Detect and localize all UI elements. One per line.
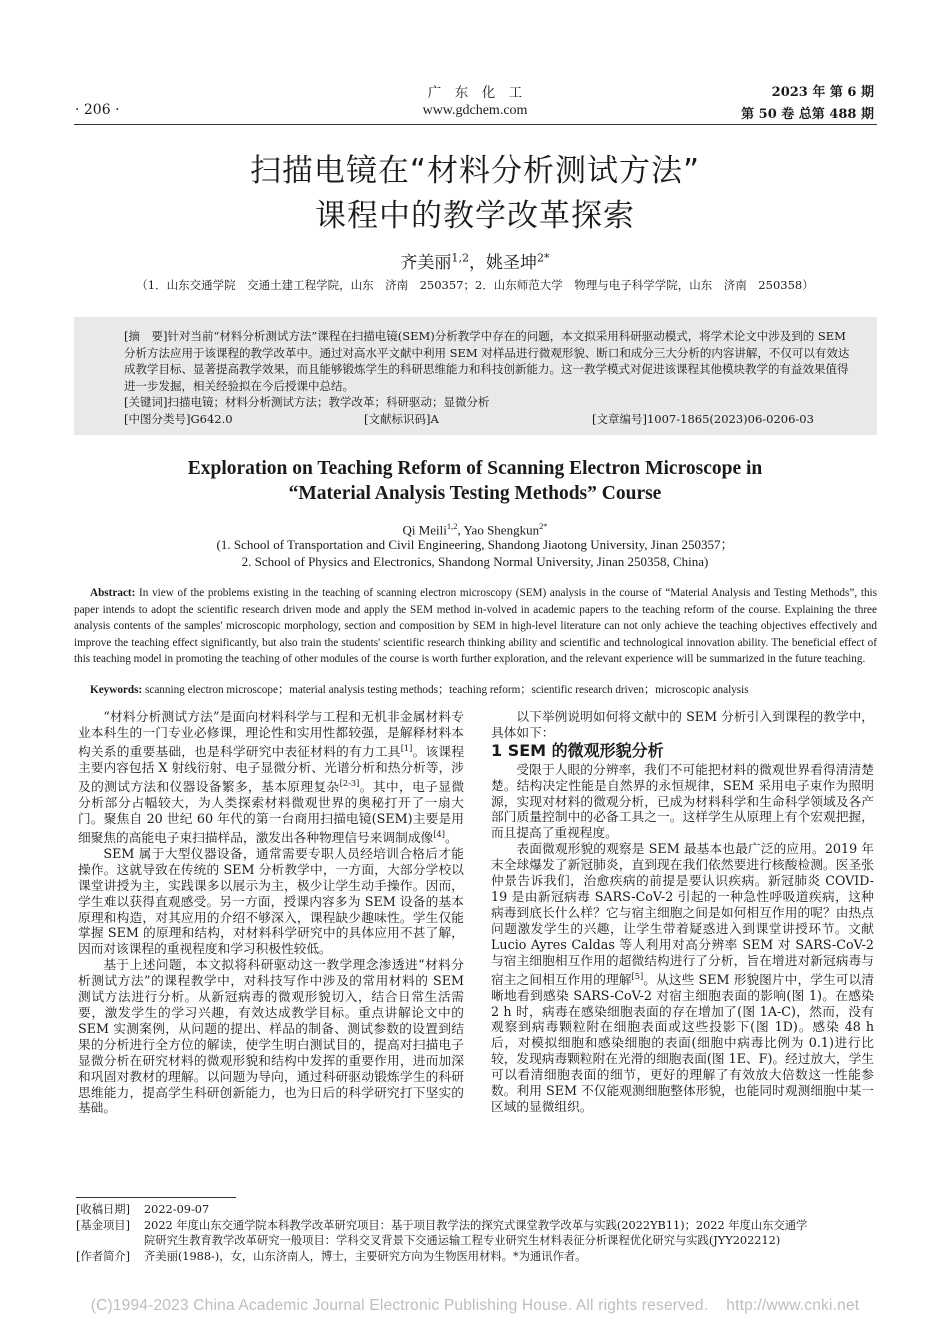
year-issue: 2023 年 第 6 期 [771,85,874,100]
citation: [5] [631,970,644,981]
abstract-en [74,585,877,668]
footnotes [76,1202,876,1264]
keywords-zh [124,394,852,411]
author-1-en-sup: 1,2 [446,521,458,531]
author-bio-label: [作者简介] [76,1249,131,1263]
body-paragraph: 受限于人眼的分辨率，我们不可能把材料的微观世界看得清清楚楚。结构决定性能是自然界的永恒规律，SEM 采用电子束作为照明源，实现对材料的微观分析，已成为材料科学和生命科学领域及各产部门质量控制中的必备工具之一。这样学生从原理上有个宏观把握，而且提高了重视程度。 [491,761,874,841]
body-text: “材料分析测试方法”是面向材料科学与工程和无机非金属材料专业本科生的一门专业必修课，理论性和实用性都较强，是解释材料本构关系的重要基础，也是科学研究中表征材料的有力工具 [78,709,464,760]
header-rule [74,124,877,125]
body-paragraph: 基于上述问题，本文拟将科研驱动这一教学理念渗透进“材料分析测试方法”的课程教学中，对科技写作中涉及的常用材料的 SEM 测试方法进行分析。从新冠病毒的微观形貌切入，结合日常生活需要，激发学生的学习兴趣，有效达成教学目标。重点讲解论文中的 SEM 实测案例，从问题的提出、样品的制备、测试参数的设置到结果的分析进行全方位的解读，使学生明白测试目的，提高对扫描电子显微分析在研究材料的微观形貌和结构中发挥的重要作用，进而加深和巩固对教材的理解。以问题为导向，通过科研驱动锻炼学生的科研思维能力，提高学生科研创新能力，也为日后的科学研究打下坚实的基础。 [78,957,464,1116]
abstract-zh-text: 针对当前“材料分析测试方法”课程在扫描电镜(SEM)分析教学中存在的问题，本文拟采用科研驱动模式，将学术论文中涉及到的 SEM 分析方法应用于该课程的教学改革中。通过对高水平文献中利用 SEM 对样品进行微观形貌、断口和成分三大分析的内容讲解，不仅可以有效达成教学目标、显著提高教学效果，而且能够锻炼学生的科研思维能力和科技创新能力。这一教学模式对促进该课程其他模块教学的有益效果值得进一步发掘，相关经验拟在今后授课中总结。 [124,329,850,393]
authors-zh [0,248,950,273]
affiliation-en-line2: 2. School of Physics and Electronics, Shandong Normal University, Jinan 250358, China) [241,554,709,569]
author-bio-value: 齐美丽(1988-)，女，山东济南人，博士，主要研究方向为生物医用材料。*为通讯作者。 [144,1249,587,1263]
author-sep: ， [469,253,486,273]
body-text: 。从这些 SEM 形貌图片中，学生可以清晰地看到感染 SARS-CoV-2 对宿主细胞表面的影响(图 1)。在感染 2 h 时，病毒在感染细胞表面的存在增加了(图 1A-C)，然而，没有观察到病毒颗粒附在细胞表面或这些投影下(图 1D)。感染 48 h 后，对模拟细胞和感染细胞的表面(细胞中病毒比例为 0.1)进行比较，发现病毒颗粒附在光滑的细胞表面(图 1E、F)。经过放大，学生可以看清细胞表面的细节，更好的理解了有效放大倍数这一性能参数。利用 SEM 不仅能观测细胞整体形貌，也能同时观测细胞中某一区域的显微组织。 [491,971,874,1114]
journal-name: 广 东 化 工 [427,85,523,101]
author-2-en: Yao Shengkun [463,522,540,538]
fund-label: [基金项目] [76,1218,131,1232]
keywords-zh-label: [关键词] [124,395,168,409]
received-date [76,1202,876,1218]
abstract-zh [124,328,852,394]
body-text: 。其中，电子显微分析部分占幅较大，为人类探索材料微观世界的奥秘打开了一扇大门。聚焦自 20 世纪 60 年代的第一台商用扫描电镜(SEM)主要是用细聚焦的高能电子束扫描样品，激发出各种物理信号来调制成像 [78,779,465,846]
citation: [2-3] [339,777,360,788]
author-bio [76,1249,876,1265]
body-text: 表面微观形貌的观察是 SEM 最基本也最广泛的应用。2019 年末全球爆发了新冠肺炎，直到现在我们依然要进行核酸检测。医圣张仲景告诉我们，治愈疾病的前提是要认识疾病。新冠肺炎 COVID-19 是由新冠病毒 SARS-CoV-2 引起的一种急性呼吸道疾病，这种病毒到底长什么样？它与宿主细胞之间是如何相互作用的呢？由热点问题激发学生的兴趣，让学生带着疑惑进入到课堂讲授环节。文献 Lucio Ayres Caldas 等人利用对高分辨率 SEM 对 SARS-CoV-2 与宿主细胞相互作用的超微结构进行了分析，旨在增进对新冠病毒与宿主之间相互作用的理解 [491,841,874,987]
keywords-en-text: scanning electron microscope；material analysis testing methods；teaching reform；scientific research driven；microscopic analysis [142,684,749,696]
article-number: [文章编号]1007-1865(2023)06-0206-03 [592,411,814,426]
affiliation-zh: （1．山东交通学院 交通土建工程学院，山东 济南 250357；2．山东师范大学 物理与电子科学学院，山东 济南 250358） [136,278,814,292]
body-paragraph: 以下举例说明如何将文献中的 SEM 分析引入到课程的教学中，具体如下： [491,709,874,740]
received-label: [收稿日期] [76,1203,131,1216]
abstract-en-label: Abstract: [90,587,136,599]
body-right-column [491,709,874,1115]
author-1-en: Qi Meili [402,522,447,538]
affiliation-en-line1: (1. School of Transportation and Civil Engineering, Shandong Jiaotong University, Jinan 250357； [216,537,734,552]
document-code: [文献标识码]A [364,411,439,426]
abstract-zh-box [74,317,877,435]
title-en-line1: Exploration on Teaching Reform of Scanning Electron Microscope in [187,458,763,479]
abstract-zh-label: [摘 要] [124,329,168,343]
keywords-en [74,682,877,699]
title-zh-line1: 扫描电镜在“材料分析测试方法” [249,153,701,189]
fund-line1: 2022 年度山东交通学院本科教学改革研究项目：基于项目教学法的探究式课堂教学改革与实践(2022YB11)；2022 年度山东交通学 [144,1218,808,1232]
fund-project [76,1218,876,1234]
journal-website: www.gdchem.com [422,103,528,118]
author-1-zh: 齐美丽 [400,253,452,273]
copyright-notice: (C)1994-2023 China Academic Journal Electronic Publishing House. All rights reserved. http://www.cnki.net [90,1297,860,1314]
fund-project-cont: 院研究生教育教学改革研究一般项目：学科交叉背景下交通运输工程专业研究生材料表征分析课程优化研究与实践(JYY202212) [144,1234,781,1247]
author-2-sup: 2* [537,251,550,265]
citation: [1] [400,742,413,753]
body-paragraph [491,841,874,1115]
section-heading: 1 SEM 的微观形貌分析 [491,740,664,760]
keywords-zh-text: 扫描电镜；材料分析测试方法；教学改革；科研驱动；显微分析 [167,395,490,409]
body-paragraph [78,709,464,846]
clc-number: [中图分类号]G642.0 [124,411,233,426]
abstract-en-text: In view of the problems existing in the teaching of scanning electron microscopy (SEM) analysis in the course of “Material Analysis and Testing Methods”, this paper intends to adopt the scientific research driven mode and apply the SEM method in-volved in academic papers to the teaching reform of the course. Explaining the three analysis contents of the samples' microscopic morphology, section and composition by SEM in high-level literature can not only achieve the teaching objectives effectively and improve the teaching effect significantly, but also train the students' scientific research thinking ability and scientific and technological innovation ability. The beneficial effect of this teaching model in promoting the teaching of other modules of the course is worth further exploration, and the relevant experience will be summarized in the future teaching. [74,587,877,666]
body-text: 。 [444,830,458,846]
page-number: · 206 · [75,102,120,118]
body-paragraph: SEM 属于大型仪器设备，通常需要专职人员经培训合格后才能操作。这就导致在传统的 SEM 分析教学中，一方面，大部分学校以课堂讲授为主，实践课多以展示为主，极少让学生动手操作。因而，学生难以获得直观感受。另一方面，授课内容多为 SEM 设备的基本原理和构造，对其应用的介绍不够深入，课程缺少趣味性。学生仅能掌握 SEM 的原理和结构，对材料科学研究中的具体应用不甚了解，因而对该课程的重视程度和学习积极性较低。 [78,845,464,957]
author-2-zh: 姚圣坤 [486,253,537,273]
volume-info: 第 50 卷 总第 488 期 [741,107,874,122]
classification-row [124,411,852,428]
title-en-line2: “Material Analysis Testing Methods” Course [288,483,662,504]
author-1-sup: 1,2 [451,251,469,265]
author-2-en-sup: 2* [539,521,548,531]
received-value: 2022-09-07 [144,1203,210,1216]
citation: [4] [433,828,445,839]
body-left-column [78,709,464,1116]
footnote-rule [76,1197,236,1198]
keywords-en-label: Keywords: [90,684,143,696]
body-text: 。该课程主要内容包括 X 射线衍射、电子显微分析、光谱分析和热分析等，涉及的测试方法和仪器设备繁多，基本原理复杂 [78,744,465,795]
author-en-sep: , [457,522,464,538]
title-zh-line2: 课程中的教学改革探索 [315,198,635,234]
